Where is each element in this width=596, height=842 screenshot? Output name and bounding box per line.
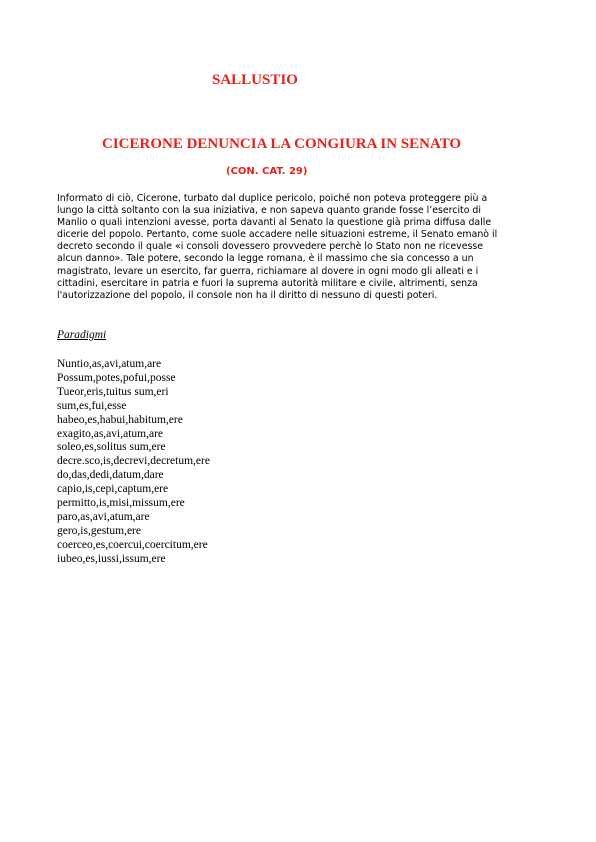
translation-paragraph [57,193,537,302]
paradigm-item: do,das,dedi,datum,dare [57,469,164,482]
paradigms-list [57,358,210,567]
paragraph-line: l'autorizzazione del popolo, il console non ha il diritto di nessuno di questi poteri. [57,289,438,301]
paragraph-line: Informato di ciò, Cicerone, turbato dal duplice pericolo, poiché non poteva proteggere più a [57,193,488,204]
paradigm-item: sum,es,fui,esse [57,399,127,412]
document-title: CICERONE DENUNCIA LA CONGIURA IN SENATO [102,136,462,152]
author-heading: SALLUSTIO [212,72,298,88]
paragraph-line: cittadini, esercitare in patria e fuori la suprema autorità militare e civile, altrimenti, senza [57,277,478,289]
paradigm-item: exagito,as,avi,atum,are [57,427,164,440]
source-reference: (CON. CAT. 29) [226,166,308,177]
paragraph-line: dicerie del popolo. Pertanto, come suole accadere nelle situazioni estreme, il Senato emanò il [57,229,498,241]
paradigm-item: Tueor,eris,tuitus sum,eri [57,385,169,398]
paragraph-line: lungo la città soltanto con la sua iniziativa, e non sapeva quanto grande fosse l’esercito di [57,205,481,217]
paradigm-item: gero,is,gestum,ere [57,524,141,537]
paragraph-line: magistrato, levare un esercito, far guerra, richiamare al dovere in ogni modo gli alleati e i [57,265,479,277]
paradigm-item: capio,is,cepi,captum,ere [57,483,169,496]
paragraph-line: Manlio o quali intenzioni avesse, porta davanti al Senato la questione già prima diffusa dalle [57,217,492,229]
paradigm-item: iubeo,es,iussi,issum,ere [57,552,166,565]
paragraph-line: alcun danno». Tale potere, secondo la legge romana, è il massimo che sia concesso a un [57,253,474,265]
paragraph-line: decreto secondo il quale «i consoli dovessero provvedere perchè lo Stato non ne ricevesse [57,241,484,253]
paradigm-item: coerceo,es,coercui,coercitum,ere [57,538,208,551]
paradigm-item: permitto,is,misi,missum,ere [57,497,185,510]
paradigm-item: soleo,es,solitus sum,ere [57,441,166,454]
paradigm-item: Possum,potes,pofui,posse [57,371,176,384]
paradigm-item: paro,as,avi,atum,are [57,510,150,523]
paradigm-item: habeo,es,habui,habitum,ere [57,413,183,426]
paradigms-heading: Paradigmi [57,329,107,341]
paradigm-item: decre.sco,is,decrevi,decretum,ere [57,455,210,468]
paradigm-item: Nuntio,as,avi,atum,are [57,358,162,370]
